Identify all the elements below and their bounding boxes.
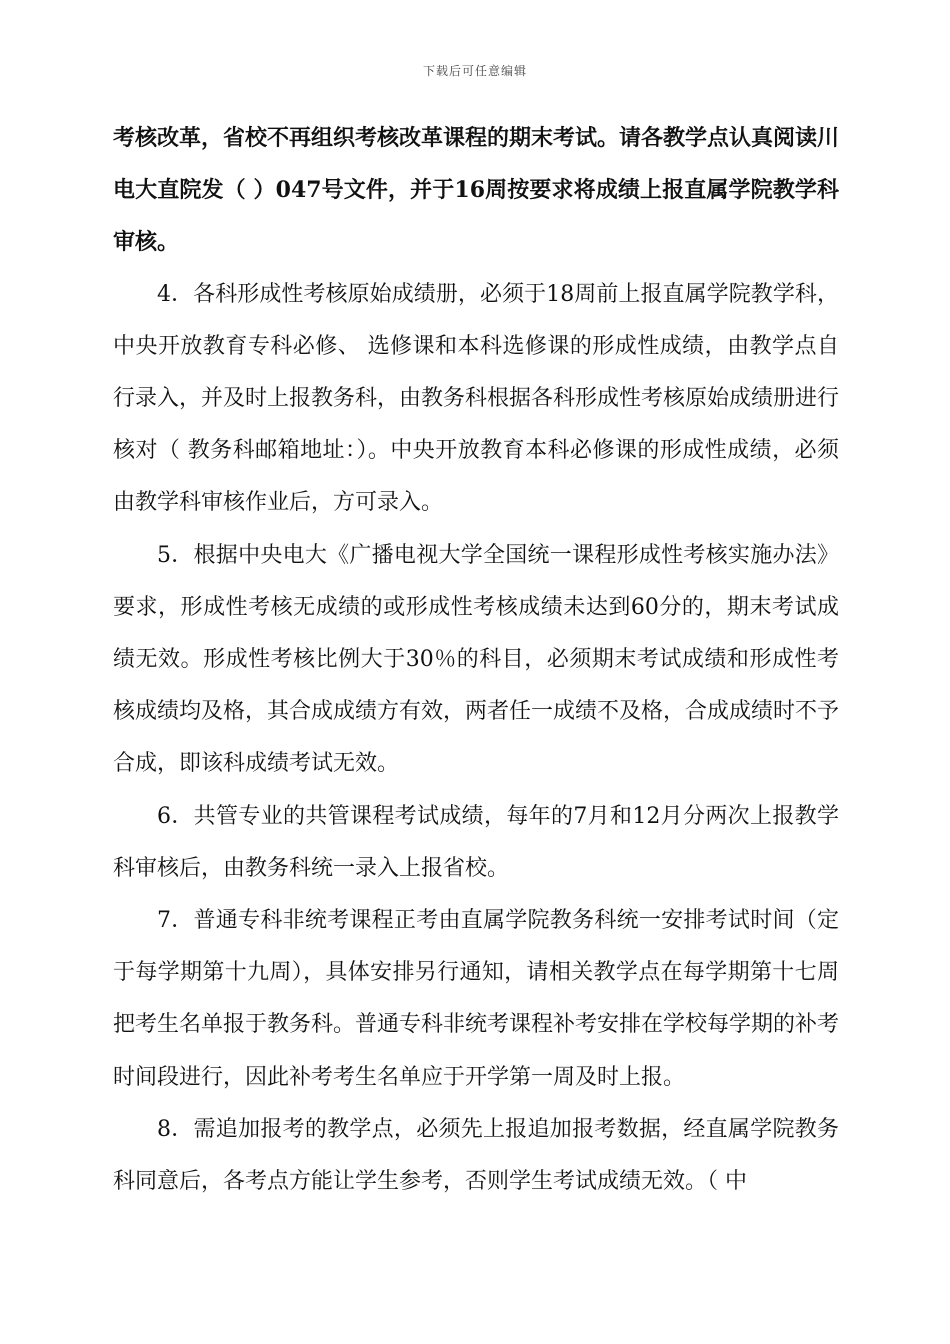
paragraph-continuation: 考核改革，省校不再组织考核改革课程的期末考试。请各教学点认真阅读川电大直院发（ ）047号文件，并于16周按要求将成绩上报直属学院教学科审核。 bbox=[113, 125, 840, 256]
paragraph-item-6: 6．共管专业的共管课程考试成绩，每年的7月和12月分两次上报教学科审核后，由教务科统一录入上报省校。 bbox=[113, 803, 839, 881]
paragraph-item-7: 7．普通专科非统考课程正考由直属学院教务科统一安排考试时间（定于每学期第十九周），具体安排另行通知，请相关教学点在每学期第十七周把考生名单报于教务科。普通专科非统考课程补考安排在学校每学期的补考时间段进行，因此补考考生名单应于开学第一周及时上报。 bbox=[113, 908, 840, 1090]
document-body bbox=[113, 112, 839, 1208]
paragraph-item-4: 4．各科形成性考核原始成绩册，必须于18周前上报直属学院教学科，中央开放教育专科必修、 选修课和本科选修课的形成性成绩，由教学点自行录入，并及时上报教务科，由教务科根据各科形成性考核原始成绩册进行核对（ 教务科邮箱地址：）。中央开放教育本科必修课的形成性成绩，必须由教学科审核作业后，方可录入。 bbox=[113, 281, 840, 516]
paragraph-item-8: 8．需追加报考的教学点，必须先上报追加报考数据，经直属学院教务科同意后，各考点方能让学生参考，否则学生考试成绩无效。（ 中 bbox=[113, 1116, 839, 1195]
page-header: 下载后可任意编辑 bbox=[422, 64, 527, 78]
paragraph-item-5: 5．根据中央电大《广播电视大学全国统一课程形成性考核实施办法》要求，形成性考核无成绩的或形成性考核成绩未达到60分的，期末考试成绩无效。形成性考核比例大于30％的科目，必须期末考试成绩和形成性考核成绩均及格，其合成成绩方有效，两者任一成绩不及格，合成成绩时不予合成，即该科成绩考试无效。 bbox=[113, 542, 840, 777]
